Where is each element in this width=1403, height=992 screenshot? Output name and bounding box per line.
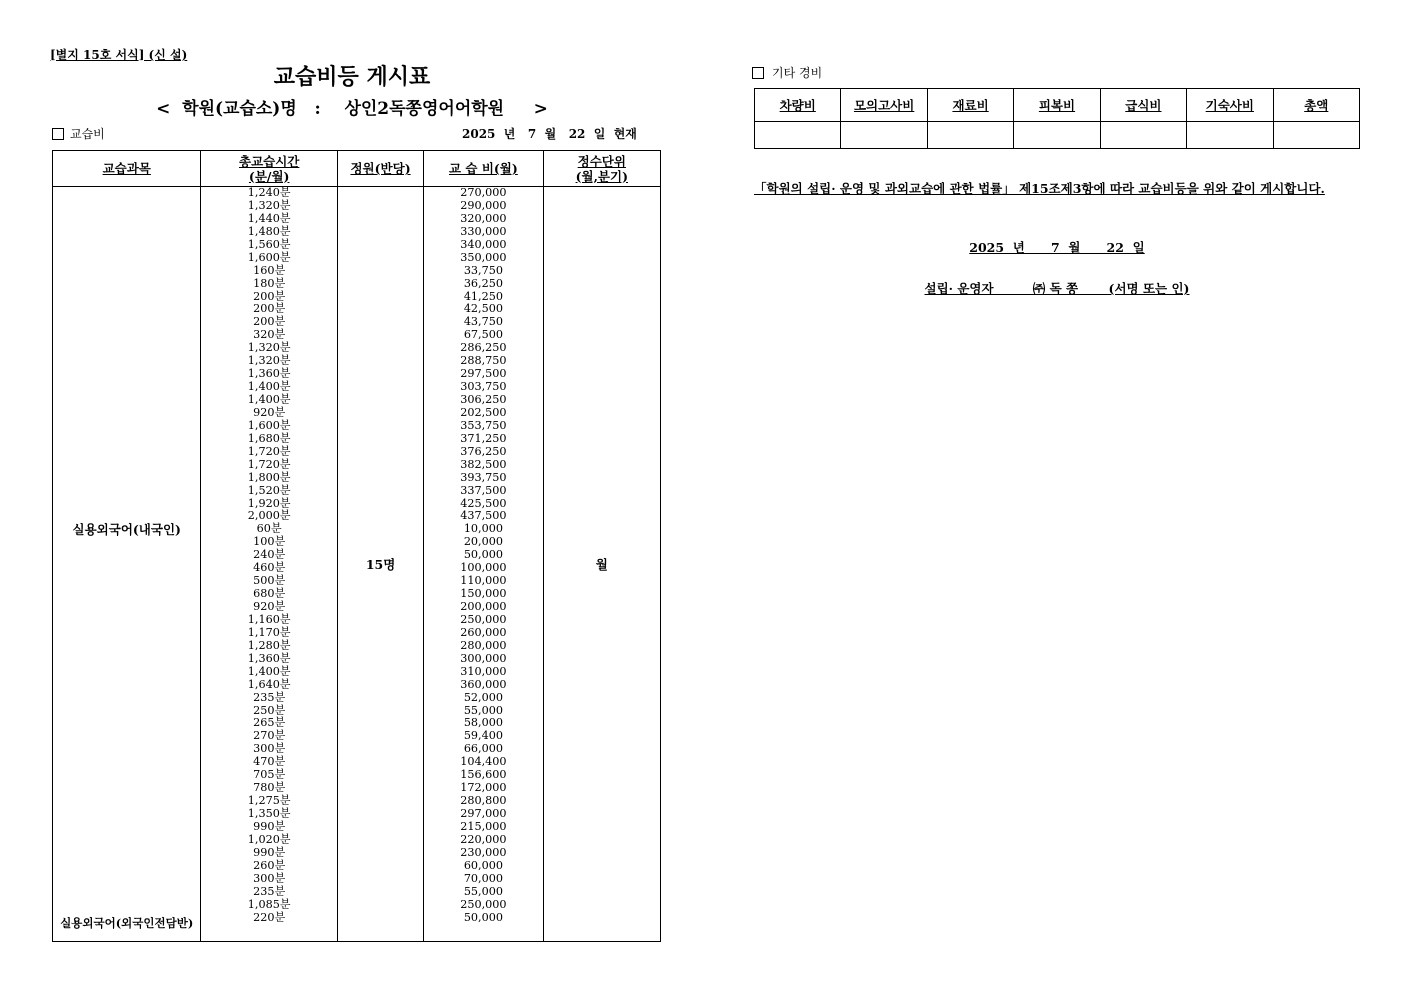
- time-item: 460분: [253, 561, 286, 575]
- fee-item: 270,000: [460, 186, 507, 199]
- time-item: 200분: [253, 315, 286, 329]
- header-subject: 교습과목: [53, 151, 201, 187]
- time-item: 1,600분: [247, 418, 291, 432]
- fee-item: 297,000: [460, 807, 507, 820]
- fee-item: 67,500: [463, 328, 503, 342]
- fee-item: 220,000: [460, 832, 507, 846]
- time-item: 220분: [253, 910, 286, 924]
- time-item: 680분: [253, 587, 286, 601]
- fee-item: 330,000: [460, 224, 507, 238]
- fee-item: 20,000: [463, 535, 503, 549]
- time-item: 1,520분: [247, 483, 291, 497]
- fee-item: 110,000: [460, 574, 507, 588]
- legal-notice: 「학원의 설립· 운영 및 과외교습에 관한 법률」 제15조제3항에 따라 교습비등을 위와 같이 게시합니다.: [754, 181, 1325, 196]
- other-section-label: 기타 경비: [772, 66, 823, 80]
- other-section-heading: [752, 64, 822, 81]
- fee-item: 104,400: [460, 755, 507, 769]
- academy-name: < 학원(교습소)명 : 상인2독쫑영어어학원 >: [156, 99, 548, 119]
- header-fee: 교 습 비(월): [424, 151, 543, 187]
- time-item: 1,020분: [247, 832, 291, 846]
- value-clothing: [1014, 122, 1100, 149]
- time-item: 265분: [253, 716, 286, 730]
- value-meals: [1100, 122, 1186, 149]
- fee-item: 371,250: [460, 431, 507, 445]
- fee-item: 350,000: [460, 250, 507, 264]
- fee-item: 202,500: [460, 405, 507, 419]
- fee-item: 59,400: [463, 729, 503, 743]
- fee-item: 353,750: [460, 418, 507, 432]
- fee-item: 200,000: [460, 600, 507, 613]
- fee-item: 42,500: [463, 302, 503, 316]
- header-clothing: 피복비: [1014, 89, 1100, 122]
- fee-item: 376,250: [460, 444, 507, 458]
- fee-item: 260,000: [460, 625, 507, 639]
- time-item: 235분: [253, 690, 286, 704]
- fee-item: 150,000: [460, 587, 507, 601]
- time-item: 300분: [253, 742, 286, 756]
- time-item: 1,720분: [247, 457, 291, 471]
- fee-item: 393,750: [460, 470, 507, 484]
- tuition-section-label: 교습비: [70, 127, 105, 141]
- fee-item: 303,750: [460, 380, 507, 394]
- fee-item: 55,000: [463, 703, 503, 717]
- time-item: 1,320분: [247, 198, 291, 212]
- time-item: 1,400분: [247, 380, 291, 394]
- fee-item: 290,000: [460, 198, 507, 212]
- fee-item: 215,000: [460, 819, 507, 833]
- time-item: 1,275분: [247, 794, 291, 808]
- time-item: 1,720분: [247, 444, 291, 458]
- fee-item: 55,000: [463, 884, 503, 898]
- header-dormitory: 기숙사비: [1187, 89, 1273, 122]
- fee-item: 52,000: [463, 690, 503, 704]
- fee-item: 50,000: [463, 910, 503, 924]
- fee-item: 310,000: [460, 664, 507, 678]
- fee-item: 437,500: [460, 509, 507, 523]
- time-item: 240분: [253, 548, 286, 562]
- fee-item: 41,250: [463, 289, 503, 303]
- header-vehicle: 차량비: [755, 89, 841, 122]
- time-item: 1,920분: [247, 496, 291, 510]
- fee-item: 300,000: [460, 651, 507, 665]
- other-value-row: [755, 122, 1360, 149]
- other-expenses-table: [754, 88, 1360, 149]
- value-mock-exam: [841, 122, 927, 149]
- time-item: 1,400분: [247, 664, 291, 678]
- time-item: 1,600분: [247, 250, 291, 264]
- time-item: 2,000분: [247, 509, 291, 523]
- time-list: [201, 187, 337, 942]
- subject-foreign: 실용외국어(외국인전담반): [60, 916, 194, 930]
- fee-item: 382,500: [460, 457, 507, 471]
- time-item: 470분: [253, 755, 286, 769]
- header-mock-exam: 모의고사비: [841, 89, 927, 122]
- operator-signature: 설립· 운영자 ㈜ 독 쫑 (서명 또는 인): [924, 281, 1190, 296]
- fee-item: 280,000: [460, 638, 507, 652]
- fee-item: 58,000: [463, 716, 503, 730]
- capacity-cell: 15명: [337, 187, 423, 942]
- fee-item: 360,000: [460, 677, 507, 691]
- time-item: 920분: [253, 600, 286, 613]
- time-item: 1,320분: [247, 354, 291, 368]
- fee-item: 230,000: [460, 845, 507, 859]
- fee-item: 320,000: [460, 211, 507, 225]
- time-item: 1,800분: [247, 470, 291, 484]
- tuition-body-row: [53, 187, 661, 942]
- time-item: 500분: [253, 574, 286, 588]
- fee-item: 250,000: [460, 612, 507, 626]
- time-item: 260분: [253, 858, 286, 872]
- fee-item: 70,000: [463, 871, 503, 885]
- fee-item: 425,500: [460, 496, 507, 510]
- fee-item: 60,000: [463, 858, 503, 872]
- time-item: 160분: [253, 263, 286, 277]
- fee-item: 288,750: [460, 354, 507, 368]
- checkbox-square-icon: [52, 128, 64, 140]
- time-item: 920분: [253, 405, 286, 419]
- header-capacity: 정원(반당): [337, 151, 423, 187]
- fee-item: 306,250: [460, 393, 507, 406]
- time-item: 1,680분: [247, 431, 291, 445]
- fee-item: 297,500: [460, 367, 507, 381]
- fee-list: [424, 187, 543, 942]
- fee-item: 156,600: [460, 768, 507, 782]
- form-number: [별지 15호 서식] (신 설): [50, 48, 188, 62]
- value-dormitory: [1187, 122, 1273, 149]
- time-item: 1,350분: [247, 807, 291, 820]
- as-of-date: 2025 년 7 월 22 일 현재: [462, 127, 637, 141]
- header-meals: 급식비: [1100, 89, 1186, 122]
- fee-item: 286,250: [460, 341, 507, 355]
- time-item: 1,160분: [247, 612, 291, 626]
- time-item: 320분: [253, 328, 286, 342]
- time-item: 100분: [253, 535, 286, 549]
- fee-item: 172,000: [460, 781, 507, 795]
- header-total-time: 총교습시간 (분/월): [201, 151, 337, 187]
- fee-item: 337,500: [460, 483, 507, 497]
- time-item: 990분: [253, 819, 286, 833]
- time-item: 1,360분: [247, 651, 291, 665]
- time-item: 1,320분: [247, 341, 291, 355]
- fee-item: 36,250: [463, 276, 503, 290]
- value-vehicle: [755, 122, 841, 149]
- fee-item: 340,000: [460, 237, 507, 251]
- subject-domestic: 실용외국어(내국인): [72, 522, 181, 537]
- time-item: 200분: [253, 302, 286, 316]
- time-item: 780분: [253, 781, 286, 795]
- fee-item: 66,000: [463, 742, 503, 756]
- tuition-header-row: [53, 151, 661, 187]
- fee-item: 280,800: [460, 794, 507, 808]
- header-collection-unit: 정수단위 (월,분기): [543, 151, 660, 187]
- value-total: [1273, 122, 1359, 149]
- fee-item: 250,000: [460, 897, 507, 911]
- subject-cell: [53, 187, 201, 942]
- time-item: 200분: [253, 289, 286, 303]
- time-item: 1,400분: [247, 393, 291, 406]
- time-item: 1,085분: [247, 897, 291, 911]
- tuition-section-heading: [52, 125, 105, 142]
- fee-item: 43,750: [463, 315, 503, 329]
- time-item: 1,560분: [247, 237, 291, 251]
- time-item: 1,280분: [247, 638, 291, 652]
- time-item: 235분: [253, 884, 286, 898]
- time-item: 1,640분: [247, 677, 291, 691]
- value-materials: [927, 122, 1013, 149]
- time-item: 1,440분: [247, 211, 291, 225]
- time-item: 990분: [253, 845, 286, 859]
- time-item: 250분: [253, 703, 286, 717]
- time-item: 180분: [253, 276, 286, 290]
- time-item: 270분: [253, 729, 286, 743]
- fee-item: 100,000: [460, 561, 507, 575]
- fee-item: 10,000: [463, 522, 503, 536]
- page-title: 교습비등 게시표: [273, 64, 431, 90]
- fee-item: 50,000: [463, 548, 503, 562]
- checkbox-square-icon: [752, 67, 764, 79]
- fee-item: 33,750: [463, 263, 503, 277]
- time-item: 300분: [253, 871, 286, 885]
- time-item: 1,240분: [247, 186, 291, 199]
- time-item: 705분: [253, 768, 286, 782]
- header-materials: 재료비: [927, 89, 1013, 122]
- time-item: 1,170분: [247, 625, 291, 639]
- unit-cell: 월: [543, 187, 660, 942]
- time-item: 1,480분: [247, 224, 291, 238]
- time-item: 1,360분: [247, 367, 291, 381]
- time-item: 60분: [256, 522, 282, 536]
- other-header-row: [755, 89, 1360, 122]
- header-total: 총액: [1273, 89, 1359, 122]
- tuition-table: [52, 150, 661, 942]
- posting-date: 2025 년 7 월 22 일: [969, 240, 1145, 255]
